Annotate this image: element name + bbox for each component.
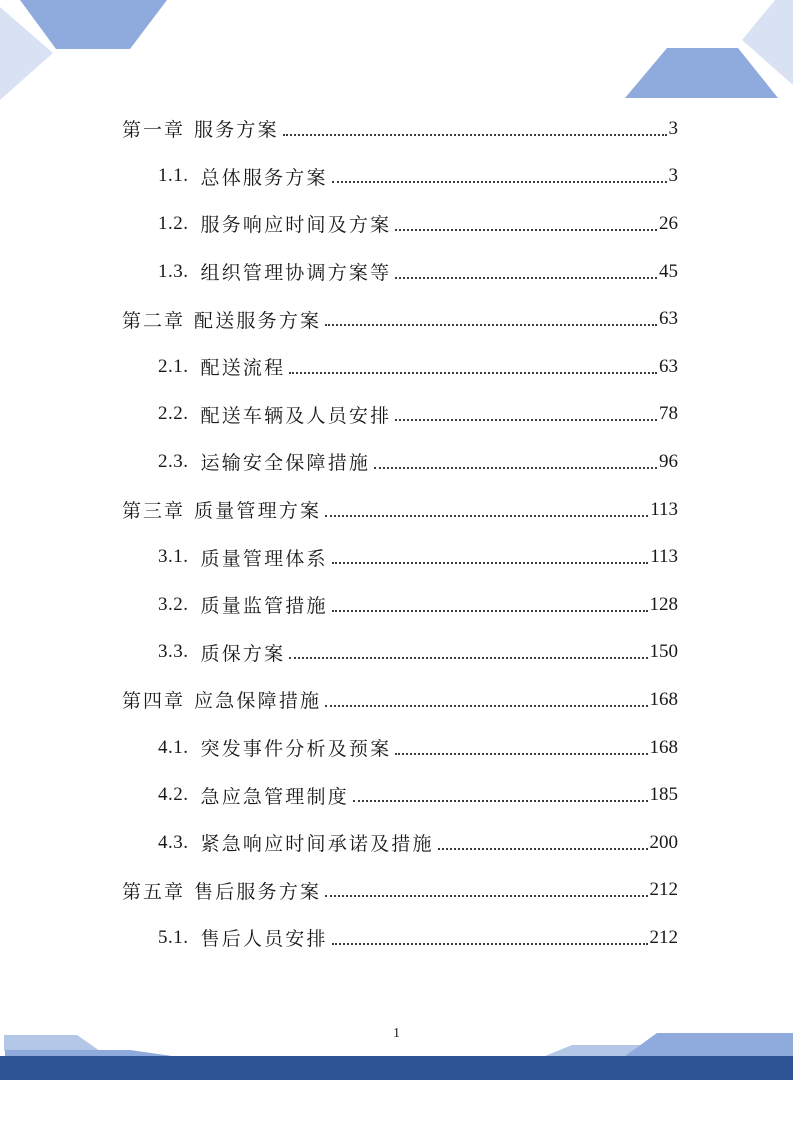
dot-leader bbox=[374, 467, 657, 469]
toc-entry-title: 总体服务方案 bbox=[200, 167, 328, 189]
toc-entry-page-number: 113 bbox=[650, 546, 678, 568]
toc-entry[interactable] bbox=[122, 391, 678, 439]
dot-leader bbox=[438, 848, 648, 850]
footer-left-pale-trapezoid bbox=[4, 1035, 100, 1051]
toc-entry-page-number: 63 bbox=[659, 355, 678, 377]
dot-leader bbox=[283, 134, 667, 136]
toc-entry[interactable] bbox=[122, 867, 678, 915]
toc-entry-number: 3.2. bbox=[158, 593, 189, 615]
toc-entry-number: 第四章 bbox=[122, 691, 186, 713]
dot-leader bbox=[325, 895, 647, 897]
toc-entry-number: 第五章 bbox=[122, 881, 186, 903]
toc-entry-page-number: 3 bbox=[668, 117, 678, 139]
toc-entry-number: 3.3. bbox=[158, 641, 189, 663]
toc-entry[interactable] bbox=[122, 676, 678, 724]
toc-entry[interactable] bbox=[122, 248, 678, 296]
toc-entry-number: 4.1. bbox=[158, 736, 189, 758]
toc-entry-title: 紧急响应时间承诺及措施 bbox=[200, 834, 434, 856]
toc-entry-number: 1.2. bbox=[158, 212, 189, 234]
header-right-trapezoid bbox=[625, 48, 778, 98]
toc-entry-page-number: 26 bbox=[659, 212, 678, 234]
toc-entry-page-number: 212 bbox=[649, 879, 678, 901]
toc-entry-title: 运输安全保障措施 bbox=[200, 453, 371, 475]
dot-leader bbox=[332, 181, 667, 183]
toc-entry-page-number: 78 bbox=[659, 403, 678, 425]
toc-entry[interactable] bbox=[122, 581, 678, 629]
toc-entry-title: 组织管理协调方案等 bbox=[200, 263, 392, 285]
dot-leader bbox=[395, 229, 657, 231]
toc-entry[interactable] bbox=[122, 724, 678, 772]
dot-leader bbox=[325, 324, 657, 326]
toc-entry-title: 突发事件分析及预案 bbox=[200, 739, 392, 761]
toc-entry-page-number: 185 bbox=[649, 784, 678, 806]
toc-entry-page-number: 150 bbox=[649, 641, 678, 663]
toc-entry-number: 2.2. bbox=[158, 403, 189, 425]
toc-entry-title: 质保方案 bbox=[200, 643, 286, 665]
toc-entry[interactable] bbox=[122, 105, 678, 153]
toc-entry-number: 3.1. bbox=[158, 546, 189, 568]
toc-entry[interactable] bbox=[122, 438, 678, 486]
footer-bar bbox=[0, 1056, 793, 1080]
toc-entry-number: 第二章 bbox=[122, 310, 186, 332]
toc-entry[interactable] bbox=[122, 533, 678, 581]
dot-leader bbox=[395, 753, 647, 755]
toc-entry-title: 配送车辆及人员安排 bbox=[200, 405, 392, 427]
toc-entry-title: 配送流程 bbox=[200, 358, 286, 380]
toc-entry-title: 售后服务方案 bbox=[194, 881, 322, 903]
dot-leader bbox=[332, 610, 648, 612]
toc-entry-number: 4.3. bbox=[158, 831, 189, 853]
toc-entry-title: 质量管理体系 bbox=[200, 548, 328, 570]
toc-entry-page-number: 200 bbox=[649, 831, 678, 853]
dot-leader bbox=[289, 372, 657, 374]
toc-entry-number: 4.2. bbox=[158, 784, 189, 806]
toc-entry-title: 质量管理方案 bbox=[194, 501, 322, 523]
toc-entry-page-number: 168 bbox=[649, 688, 678, 710]
toc-entry-title: 急应急管理制度 bbox=[200, 786, 349, 808]
dot-leader bbox=[332, 562, 649, 564]
toc-entry-page-number: 168 bbox=[649, 736, 678, 758]
toc-entry-title: 服务方案 bbox=[194, 120, 279, 142]
toc-entry-title: 配送服务方案 bbox=[194, 310, 322, 332]
toc-entry[interactable] bbox=[122, 629, 678, 677]
toc-entry[interactable] bbox=[122, 343, 678, 391]
toc-entry-number: 5.1. bbox=[158, 926, 189, 948]
toc-entry-number: 2.3. bbox=[158, 450, 189, 472]
footer-right-trapezoid bbox=[625, 1033, 793, 1056]
toc-entry[interactable] bbox=[122, 295, 678, 343]
footer-left-trapezoid bbox=[5, 1050, 172, 1056]
toc-entry[interactable] bbox=[122, 200, 678, 248]
dot-leader bbox=[395, 277, 657, 279]
toc-entry[interactable] bbox=[122, 153, 678, 201]
dot-leader bbox=[395, 419, 657, 421]
toc-entry-page-number: 128 bbox=[649, 593, 678, 615]
toc-entry-page-number: 45 bbox=[659, 260, 678, 282]
dot-leader bbox=[332, 943, 648, 945]
toc-entry-page-number: 96 bbox=[659, 450, 678, 472]
dot-leader bbox=[325, 515, 648, 517]
page-number: 1 bbox=[393, 1026, 400, 1041]
toc-entry-page-number: 113 bbox=[650, 498, 678, 520]
toc-entry[interactable] bbox=[122, 486, 678, 534]
toc-entry-page-number: 212 bbox=[649, 926, 678, 948]
table-of-contents bbox=[122, 105, 678, 962]
toc-entry-number: 1.1. bbox=[158, 165, 189, 187]
toc-entry-title: 应急保障措施 bbox=[194, 691, 322, 713]
toc-entry[interactable] bbox=[122, 771, 678, 819]
toc-entry-title: 质量监管措施 bbox=[200, 596, 328, 618]
toc-entry-title: 售后人员安排 bbox=[200, 929, 328, 951]
toc-entry-number: 第三章 bbox=[122, 501, 186, 523]
toc-entry[interactable] bbox=[122, 914, 678, 962]
footer-decoration bbox=[0, 1032, 793, 1082]
toc-entry-page-number: 63 bbox=[659, 308, 678, 330]
dot-leader bbox=[289, 657, 647, 659]
toc-entry-page-number: 3 bbox=[668, 165, 678, 187]
dot-leader bbox=[325, 705, 647, 707]
toc-entry-number: 1.3. bbox=[158, 260, 189, 282]
header-decoration bbox=[0, 0, 793, 105]
toc-entry-number: 2.1. bbox=[158, 355, 189, 377]
toc-entry-title: 服务响应时间及方案 bbox=[200, 215, 392, 237]
dot-leader bbox=[353, 800, 648, 802]
header-left-trapezoid bbox=[20, 0, 167, 49]
toc-entry-number: 第一章 bbox=[122, 120, 186, 142]
toc-entry[interactable] bbox=[122, 819, 678, 867]
